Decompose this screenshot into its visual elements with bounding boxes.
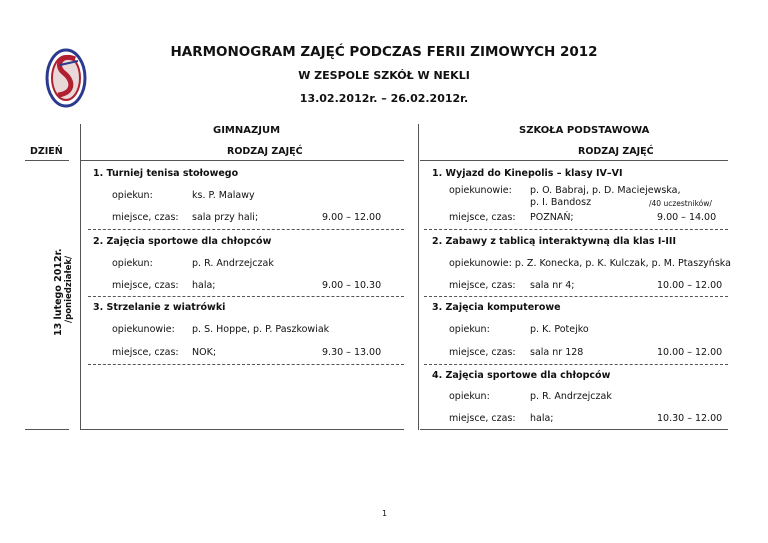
page-title: HARMONOGRAM ZAJĘĆ PODCZAS FERII ZIMOWYCH 2012 (170, 44, 598, 60)
time: 9.00 – 14.00 (657, 212, 717, 223)
activity-title: 2. Zabawy z tablicą interaktywną dla klas I-III (432, 236, 676, 247)
activity-title: 2. Zajęcia sportowe dla chłopców (93, 236, 272, 247)
supervisor-name: p. K. Potejko (530, 324, 589, 335)
center-divider (418, 124, 419, 430)
right-header-rule (420, 160, 728, 161)
place-time-label: miejsce, czas: (449, 280, 516, 291)
place: hala; (192, 280, 216, 291)
left-divider (80, 124, 81, 430)
supervisor-label: opiekun: (112, 190, 153, 201)
time: 9.30 – 13.00 (322, 347, 382, 358)
supervisor-name: ks. P. Malawy (192, 190, 255, 201)
activity-title: 1. Wyjazd do Kinepolis – klasy IV–VI (432, 168, 623, 179)
day-date: 13 lutego 2012r. (53, 248, 64, 336)
supervisors-line: opiekunowie: p. Z. Konecka, p. K. Kulczak, p. M. Ptaszyńska (449, 258, 731, 269)
row-separator (424, 364, 728, 365)
page-number: 1 (382, 509, 388, 518)
supervisor-label: opiekun: (449, 391, 490, 402)
supervisor-label: opiekun: (112, 258, 153, 269)
page-subtitle: W ZESPOLE SZKÓŁ W NEKLI (298, 69, 470, 82)
place-time-label: miejsce, czas: (449, 413, 516, 424)
supervisor-name: p. R. Andrzejczak (192, 258, 274, 269)
supervisor-name: p. O. Babraj, p. D. Maciejewska, (530, 185, 681, 196)
right-footer-rule (420, 429, 728, 430)
row-separator (424, 229, 728, 230)
participants-note: /40 uczestników/ (649, 199, 712, 208)
place-time-label: miejsce, czas: (112, 212, 179, 223)
supervisor-label: opiekunowie: (112, 324, 175, 335)
day-footer-rule (25, 429, 69, 430)
place: POZNAŃ; (530, 212, 574, 223)
row-separator (88, 229, 404, 230)
day-heading: DZIEŃ (30, 146, 63, 157)
place: sala przy hali; (192, 212, 259, 223)
supervisor-name: p. S. Hoppe, p. P. Paszkowiak (192, 324, 330, 335)
kind-heading-left: RODZAJ ZAJĘĆ (227, 146, 303, 157)
day-header-rule (25, 160, 69, 161)
left-footer-rule (81, 429, 404, 430)
time: 10.00 – 12.00 (657, 347, 723, 358)
left-header-rule (81, 160, 404, 161)
row-separator (424, 296, 728, 297)
place-time-label: miejsce, czas: (449, 347, 516, 358)
place: NOK; (192, 347, 217, 358)
activity-title: 3. Strzelanie z wiatrówki (93, 302, 226, 313)
supervisor-label: opiekunowie: (449, 185, 512, 196)
activity-title: 4. Zajęcia sportowe dla chłopców (432, 370, 611, 381)
time: 10.00 – 12.00 (657, 280, 723, 291)
place-time-label: miejsce, czas: (112, 280, 179, 291)
kind-heading-right: RODZAJ ZAJĘĆ (578, 146, 654, 157)
podstawowa-heading: SZKOŁA PODSTAWOWA (519, 125, 650, 136)
row-separator (88, 364, 404, 365)
supervisor-label: opiekun: (449, 324, 490, 335)
date-range: 13.02.2012r. – 26.02.2012r. (299, 92, 469, 105)
time: 9.00 – 10.30 (322, 280, 382, 291)
place: sala nr 4; (530, 280, 575, 291)
time: 9.00 – 12.00 (322, 212, 382, 223)
place: sala nr 128 (530, 347, 584, 358)
supervisor-name-2: p. I. Bandosz (530, 197, 592, 208)
time: 10.30 – 12.00 (657, 413, 723, 424)
row-separator (88, 296, 404, 297)
place-time-label: miejsce, czas: (449, 212, 516, 223)
gimnazjum-heading: GIMNAZJUM (213, 125, 281, 136)
day-weekday: /poniedziałek/ (64, 255, 74, 323)
place: hala; (530, 413, 554, 424)
activity-title: 3. Zajęcia komputerowe (432, 302, 561, 313)
place-time-label: miejsce, czas: (112, 347, 179, 358)
activity-title: 1. Turniej tenisa stołowego (93, 168, 239, 179)
supervisor-name: p. R. Andrzejczak (530, 391, 612, 402)
